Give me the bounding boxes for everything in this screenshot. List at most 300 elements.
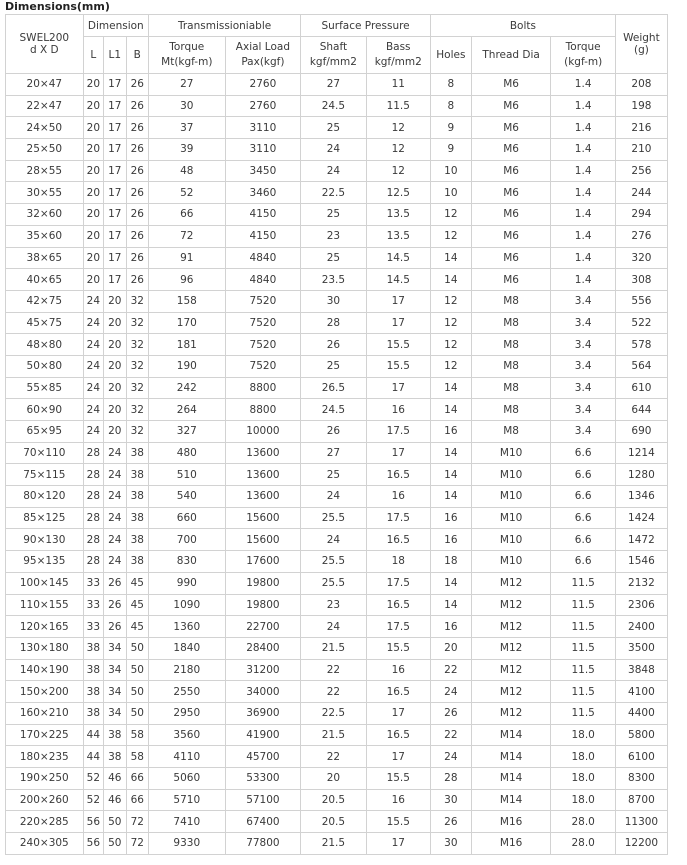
bass-pressure-cell: 17 bbox=[366, 442, 430, 464]
bolt-torque-cell: 6.6 bbox=[551, 442, 615, 464]
l-cell: 24 bbox=[83, 399, 103, 421]
l1-cell: 17 bbox=[104, 160, 126, 182]
holes-cell: 12 bbox=[430, 225, 471, 247]
b-cell: 26 bbox=[126, 117, 148, 139]
bolt-torque-cell: 18.0 bbox=[551, 768, 615, 790]
l1-cell: 26 bbox=[104, 616, 126, 638]
table-row bbox=[6, 551, 668, 573]
model-cell: 80×120 bbox=[6, 486, 84, 508]
bass-pressure-cell: 15.5 bbox=[366, 355, 430, 377]
bass-pressure-cell: 11.5 bbox=[366, 95, 430, 117]
torque-cell: 37 bbox=[148, 117, 225, 139]
axial-header-line2: Pax(kgf) bbox=[241, 56, 285, 68]
model-cell: 50×80 bbox=[6, 355, 84, 377]
bolt-torque-cell: 1.4 bbox=[551, 182, 615, 204]
weight-cell: 522 bbox=[615, 312, 667, 334]
weight-cell: 276 bbox=[615, 225, 667, 247]
holes-cell: 9 bbox=[430, 117, 471, 139]
bass-pressure-cell: 16.5 bbox=[366, 529, 430, 551]
thread-dia-cell: M6 bbox=[471, 139, 551, 161]
torque-cell: 9330 bbox=[148, 833, 225, 855]
axial-load-cell: 2760 bbox=[225, 74, 301, 96]
thread-dia-cell: M12 bbox=[471, 594, 551, 616]
bass-pressure-cell: 12.5 bbox=[366, 182, 430, 204]
weight-cell: 578 bbox=[615, 334, 667, 356]
b-cell: 26 bbox=[126, 74, 148, 96]
l-cell: 28 bbox=[83, 486, 103, 508]
bass-pressure-cell: 17 bbox=[366, 377, 430, 399]
model-cell: 180×235 bbox=[6, 746, 84, 768]
b-cell: 26 bbox=[126, 182, 148, 204]
weight-cell: 5800 bbox=[615, 724, 667, 746]
b-cell: 32 bbox=[126, 355, 148, 377]
torque-cell: 30 bbox=[148, 95, 225, 117]
thread-dia-cell: M14 bbox=[471, 789, 551, 811]
torque-cell: 7410 bbox=[148, 811, 225, 833]
axial-load-cell: 31200 bbox=[225, 659, 301, 681]
bass-pressure-cell: 16 bbox=[366, 399, 430, 421]
bass-pressure-cell: 12 bbox=[366, 139, 430, 161]
bolt-torque-cell: 3.4 bbox=[551, 355, 615, 377]
torque-cell: 3560 bbox=[148, 724, 225, 746]
table-row bbox=[6, 225, 668, 247]
l1-cell: 20 bbox=[104, 355, 126, 377]
table-row bbox=[6, 377, 668, 399]
l1-cell: 17 bbox=[104, 225, 126, 247]
holes-cell: 26 bbox=[430, 811, 471, 833]
thread-dia-cell: M6 bbox=[471, 74, 551, 96]
table-row bbox=[6, 768, 668, 790]
l-cell: 33 bbox=[83, 572, 103, 594]
torque-cell: 990 bbox=[148, 572, 225, 594]
thread-dia-cell: M6 bbox=[471, 225, 551, 247]
holes-cell: 14 bbox=[430, 572, 471, 594]
weight-cell: 3848 bbox=[615, 659, 667, 681]
transmissible-header: Transmissioniable bbox=[148, 15, 300, 37]
holes-cell: 12 bbox=[430, 334, 471, 356]
torque-header bbox=[148, 37, 225, 74]
b-cell: 38 bbox=[126, 486, 148, 508]
b-cell: 26 bbox=[126, 225, 148, 247]
axial-load-cell: 22700 bbox=[225, 616, 301, 638]
model-cell: 75×115 bbox=[6, 464, 84, 486]
bolts-header: Bolts bbox=[430, 15, 615, 37]
l1-cell: 34 bbox=[104, 681, 126, 703]
bass-pressure-cell: 16 bbox=[366, 659, 430, 681]
weight-cell: 556 bbox=[615, 290, 667, 312]
axial-load-cell: 3450 bbox=[225, 160, 301, 182]
l1-cell: 20 bbox=[104, 421, 126, 443]
holes-cell: 16 bbox=[430, 421, 471, 443]
shaft-pressure-cell: 24.5 bbox=[301, 399, 366, 421]
table-row bbox=[6, 637, 668, 659]
bass-pressure-cell: 16.5 bbox=[366, 724, 430, 746]
b-cell: 58 bbox=[126, 724, 148, 746]
thread-dia-cell: M14 bbox=[471, 768, 551, 790]
torque-cell: 830 bbox=[148, 551, 225, 573]
holes-cell: 9 bbox=[430, 139, 471, 161]
b-cell: 50 bbox=[126, 702, 148, 724]
holes-cell: 10 bbox=[430, 182, 471, 204]
thread-dia-cell: M12 bbox=[471, 616, 551, 638]
table-row bbox=[6, 421, 668, 443]
page-title: Dimensions(mm) bbox=[5, 0, 110, 13]
weight-cell: 308 bbox=[615, 269, 667, 291]
l1-cell: 24 bbox=[104, 486, 126, 508]
b-cell: 38 bbox=[126, 551, 148, 573]
thread-dia-cell: M10 bbox=[471, 507, 551, 529]
thread-dia-cell: M14 bbox=[471, 746, 551, 768]
l-cell: 28 bbox=[83, 464, 103, 486]
torque-cell: 91 bbox=[148, 247, 225, 269]
shaft-pressure-cell: 20.5 bbox=[301, 811, 366, 833]
holes-cell: 30 bbox=[430, 789, 471, 811]
header-row-groups bbox=[6, 15, 668, 37]
weight-cell: 198 bbox=[615, 95, 667, 117]
holes-cell: 14 bbox=[430, 247, 471, 269]
table-body bbox=[6, 74, 668, 855]
l1-cell: 17 bbox=[104, 269, 126, 291]
b-cell: 32 bbox=[126, 312, 148, 334]
axial-load-cell: 19800 bbox=[225, 594, 301, 616]
l-cell: 38 bbox=[83, 702, 103, 724]
shaft-pressure-cell: 25 bbox=[301, 204, 366, 226]
axial-load-cell: 10000 bbox=[225, 421, 301, 443]
l1-cell: 17 bbox=[104, 204, 126, 226]
axial-load-cell: 7520 bbox=[225, 290, 301, 312]
b-cell: 32 bbox=[126, 290, 148, 312]
axial-load-cell: 13600 bbox=[225, 442, 301, 464]
holes-cell: 18 bbox=[430, 551, 471, 573]
model-cell: 55×85 bbox=[6, 377, 84, 399]
model-cell: 160×210 bbox=[6, 702, 84, 724]
holes-cell: 20 bbox=[430, 637, 471, 659]
axial-load-cell: 28400 bbox=[225, 637, 301, 659]
b-cell: 32 bbox=[126, 334, 148, 356]
bass-pressure-cell: 17.5 bbox=[366, 507, 430, 529]
bolt-torque-cell: 11.5 bbox=[551, 702, 615, 724]
bolt-torque-cell: 3.4 bbox=[551, 399, 615, 421]
b-cell: 38 bbox=[126, 442, 148, 464]
torque-cell: 72 bbox=[148, 225, 225, 247]
thread-dia-cell: M16 bbox=[471, 833, 551, 855]
torque-cell: 1360 bbox=[148, 616, 225, 638]
thread-dia-cell: M10 bbox=[471, 551, 551, 573]
weight-cell: 1546 bbox=[615, 551, 667, 573]
l-cell: 33 bbox=[83, 616, 103, 638]
shaft-pressure-cell: 24 bbox=[301, 160, 366, 182]
l-cell: 28 bbox=[83, 442, 103, 464]
l-cell: 24 bbox=[83, 334, 103, 356]
shaft-pressure-cell: 26 bbox=[301, 334, 366, 356]
shaft-pressure-cell: 27 bbox=[301, 442, 366, 464]
shaft-pressure-cell: 27 bbox=[301, 74, 366, 96]
axial-load-cell: 57100 bbox=[225, 789, 301, 811]
bolt-torque-cell: 3.4 bbox=[551, 312, 615, 334]
bass-header bbox=[366, 37, 430, 74]
b-cell: 50 bbox=[126, 681, 148, 703]
torque-cell: 700 bbox=[148, 529, 225, 551]
holes-cell: 14 bbox=[430, 269, 471, 291]
shaft-pressure-cell: 22 bbox=[301, 746, 366, 768]
bass-pressure-cell: 17.5 bbox=[366, 616, 430, 638]
holes-cell: 24 bbox=[430, 681, 471, 703]
weight-header-line1: Weight bbox=[623, 32, 660, 44]
axial-load-cell: 67400 bbox=[225, 811, 301, 833]
torque-header-line2: Mt(kgf-m) bbox=[161, 56, 213, 68]
weight-cell: 2306 bbox=[615, 594, 667, 616]
bolt-torque-cell: 11.5 bbox=[551, 572, 615, 594]
thread-dia-cell: M8 bbox=[471, 290, 551, 312]
l1-cell: 34 bbox=[104, 702, 126, 724]
l1-cell: 20 bbox=[104, 377, 126, 399]
l-cell: 20 bbox=[83, 160, 103, 182]
axial-load-cell: 3110 bbox=[225, 117, 301, 139]
bass-pressure-cell: 12 bbox=[366, 117, 430, 139]
model-cell: 100×145 bbox=[6, 572, 84, 594]
torque-cell: 158 bbox=[148, 290, 225, 312]
torque-cell: 2550 bbox=[148, 681, 225, 703]
b-cell: 26 bbox=[126, 247, 148, 269]
thread-dia-cell: M6 bbox=[471, 182, 551, 204]
thread-dia-cell: M6 bbox=[471, 247, 551, 269]
torque-cell: 540 bbox=[148, 486, 225, 508]
bass-pressure-cell: 17.5 bbox=[366, 421, 430, 443]
axial-load-cell: 3110 bbox=[225, 139, 301, 161]
l1-cell: 24 bbox=[104, 507, 126, 529]
weight-cell: 4400 bbox=[615, 702, 667, 724]
thread-dia-cell: M6 bbox=[471, 269, 551, 291]
bass-pressure-cell: 14.5 bbox=[366, 247, 430, 269]
l1-cell: 20 bbox=[104, 334, 126, 356]
l1-cell: 50 bbox=[104, 833, 126, 855]
bolt-torque-cell: 1.4 bbox=[551, 225, 615, 247]
model-header bbox=[6, 15, 84, 74]
holes-cell: 12 bbox=[430, 290, 471, 312]
b-cell: 38 bbox=[126, 529, 148, 551]
model-cell: 70×110 bbox=[6, 442, 84, 464]
axial-load-cell: 15600 bbox=[225, 529, 301, 551]
dimension-header: Dimension bbox=[83, 15, 148, 37]
weight-cell: 564 bbox=[615, 355, 667, 377]
shaft-pressure-cell: 23 bbox=[301, 594, 366, 616]
bolt-torque-cell: 28.0 bbox=[551, 833, 615, 855]
table-row bbox=[6, 117, 668, 139]
weight-cell: 610 bbox=[615, 377, 667, 399]
l-cell: 52 bbox=[83, 768, 103, 790]
model-cell: 85×125 bbox=[6, 507, 84, 529]
model-cell: 90×130 bbox=[6, 529, 84, 551]
holes-cell: 10 bbox=[430, 160, 471, 182]
thread-dia-cell: M12 bbox=[471, 637, 551, 659]
b-cell: 50 bbox=[126, 637, 148, 659]
thread-dia-cell: M12 bbox=[471, 702, 551, 724]
bass-pressure-cell: 17 bbox=[366, 833, 430, 855]
holes-cell: 14 bbox=[430, 486, 471, 508]
bolt-torque-cell: 3.4 bbox=[551, 290, 615, 312]
l-cell: 56 bbox=[83, 833, 103, 855]
bolt-torque-cell: 18.0 bbox=[551, 746, 615, 768]
l-cell: 20 bbox=[83, 182, 103, 204]
holes-cell: 12 bbox=[430, 204, 471, 226]
bolt-torque-cell: 6.6 bbox=[551, 464, 615, 486]
torque-header-line1: Torque bbox=[169, 41, 205, 53]
torque-cell: 5060 bbox=[148, 768, 225, 790]
bass-pressure-cell: 14.5 bbox=[366, 269, 430, 291]
bolt-torque-cell: 1.4 bbox=[551, 247, 615, 269]
bolt-torque-cell: 6.6 bbox=[551, 529, 615, 551]
l-cell: 28 bbox=[83, 551, 103, 573]
l1-cell: 34 bbox=[104, 637, 126, 659]
l-header: L bbox=[83, 37, 103, 74]
shaft-pressure-cell: 22.5 bbox=[301, 702, 366, 724]
l1-cell: 24 bbox=[104, 442, 126, 464]
torque-cell: 190 bbox=[148, 355, 225, 377]
model-cell: 28×55 bbox=[6, 160, 84, 182]
bolt-torque-cell: 1.4 bbox=[551, 269, 615, 291]
l-cell: 33 bbox=[83, 594, 103, 616]
model-cell: 42×75 bbox=[6, 290, 84, 312]
table-row bbox=[6, 616, 668, 638]
shaft-pressure-cell: 20 bbox=[301, 768, 366, 790]
thread-dia-cell: M12 bbox=[471, 659, 551, 681]
bass-pressure-cell: 16 bbox=[366, 486, 430, 508]
torque-cell: 242 bbox=[148, 377, 225, 399]
b-cell: 32 bbox=[126, 421, 148, 443]
axial-load-cell: 41900 bbox=[225, 724, 301, 746]
bolt-torque-cell: 1.4 bbox=[551, 95, 615, 117]
table-row bbox=[6, 399, 668, 421]
bass-pressure-cell: 13.5 bbox=[366, 225, 430, 247]
weight-cell: 1214 bbox=[615, 442, 667, 464]
axial-load-cell: 3460 bbox=[225, 182, 301, 204]
b-header: B bbox=[126, 37, 148, 74]
shaft-pressure-cell: 25.5 bbox=[301, 507, 366, 529]
b-cell: 66 bbox=[126, 789, 148, 811]
holes-cell: 8 bbox=[430, 95, 471, 117]
model-cell: 48×80 bbox=[6, 334, 84, 356]
weight-header bbox=[615, 15, 667, 74]
model-cell: 38×65 bbox=[6, 247, 84, 269]
axial-load-cell: 4840 bbox=[225, 269, 301, 291]
axial-load-cell: 4840 bbox=[225, 247, 301, 269]
weight-cell: 690 bbox=[615, 421, 667, 443]
b-cell: 72 bbox=[126, 811, 148, 833]
axial-load-cell: 53300 bbox=[225, 768, 301, 790]
model-cell: 240×305 bbox=[6, 833, 84, 855]
l-cell: 38 bbox=[83, 681, 103, 703]
weight-cell: 294 bbox=[615, 204, 667, 226]
l-cell: 44 bbox=[83, 746, 103, 768]
table-row bbox=[6, 724, 668, 746]
l-cell: 28 bbox=[83, 529, 103, 551]
thread-dia-cell: M8 bbox=[471, 312, 551, 334]
axial-load-cell: 34000 bbox=[225, 681, 301, 703]
shaft-pressure-cell: 22 bbox=[301, 681, 366, 703]
torque-cell: 27 bbox=[148, 74, 225, 96]
model-cell: 140×190 bbox=[6, 659, 84, 681]
b-cell: 26 bbox=[126, 204, 148, 226]
model-header-line1: SWEL200 bbox=[19, 32, 70, 44]
weight-cell: 2132 bbox=[615, 572, 667, 594]
b-cell: 32 bbox=[126, 399, 148, 421]
bass-pressure-cell: 18 bbox=[366, 551, 430, 573]
model-cell: 110×155 bbox=[6, 594, 84, 616]
holes-cell: 12 bbox=[430, 312, 471, 334]
axial-load-cell: 77800 bbox=[225, 833, 301, 855]
axial-load-cell: 17600 bbox=[225, 551, 301, 573]
holes-cell: 22 bbox=[430, 724, 471, 746]
model-header-line2: d X D bbox=[30, 44, 59, 56]
holes-cell: 30 bbox=[430, 833, 471, 855]
table-row bbox=[6, 139, 668, 161]
weight-cell: 6100 bbox=[615, 746, 667, 768]
thread-dia-cell: M8 bbox=[471, 377, 551, 399]
bass-pressure-cell: 17 bbox=[366, 746, 430, 768]
thread-dia-cell: M6 bbox=[471, 95, 551, 117]
axial-load-cell: 8800 bbox=[225, 399, 301, 421]
table-row bbox=[6, 290, 668, 312]
model-cell: 35×60 bbox=[6, 225, 84, 247]
shaft-pressure-cell: 24 bbox=[301, 529, 366, 551]
weight-cell: 8300 bbox=[615, 768, 667, 790]
bass-pressure-cell: 16.5 bbox=[366, 594, 430, 616]
table-row bbox=[6, 659, 668, 681]
l-cell: 20 bbox=[83, 225, 103, 247]
model-cell: 95×135 bbox=[6, 551, 84, 573]
torque-cell: 2950 bbox=[148, 702, 225, 724]
shaft-pressure-cell: 23 bbox=[301, 225, 366, 247]
thread-dia-header: Thread Dia bbox=[471, 37, 551, 74]
bass-pressure-cell: 15.5 bbox=[366, 637, 430, 659]
bolt-torque-cell: 18.0 bbox=[551, 724, 615, 746]
l1-cell: 38 bbox=[104, 724, 126, 746]
table-row bbox=[6, 160, 668, 182]
table-row bbox=[6, 247, 668, 269]
holes-cell: 14 bbox=[430, 377, 471, 399]
l-cell: 52 bbox=[83, 789, 103, 811]
bolt-torque-cell: 3.4 bbox=[551, 377, 615, 399]
shaft-pressure-cell: 24 bbox=[301, 486, 366, 508]
l1-cell: 34 bbox=[104, 659, 126, 681]
table-row bbox=[6, 74, 668, 96]
holes-cell: 14 bbox=[430, 464, 471, 486]
shaft-pressure-cell: 22 bbox=[301, 659, 366, 681]
shaft-pressure-cell: 21.5 bbox=[301, 833, 366, 855]
weight-cell: 4100 bbox=[615, 681, 667, 703]
weight-cell: 3500 bbox=[615, 637, 667, 659]
bolt-torque-cell: 11.5 bbox=[551, 681, 615, 703]
b-cell: 26 bbox=[126, 139, 148, 161]
table-row bbox=[6, 204, 668, 226]
axial-load-cell: 13600 bbox=[225, 486, 301, 508]
thread-dia-cell: M12 bbox=[471, 681, 551, 703]
l1-cell: 17 bbox=[104, 247, 126, 269]
torque-cell: 39 bbox=[148, 139, 225, 161]
shaft-header-line2: kgf/mm2 bbox=[309, 56, 357, 68]
thread-dia-cell: M8 bbox=[471, 334, 551, 356]
l-cell: 56 bbox=[83, 811, 103, 833]
bolt-torque-cell: 11.5 bbox=[551, 659, 615, 681]
weight-cell: 256 bbox=[615, 160, 667, 182]
table-row bbox=[6, 811, 668, 833]
model-cell: 45×75 bbox=[6, 312, 84, 334]
b-cell: 72 bbox=[126, 833, 148, 855]
bass-pressure-cell: 17 bbox=[366, 312, 430, 334]
b-cell: 45 bbox=[126, 594, 148, 616]
axial-load-header bbox=[225, 37, 301, 74]
l-cell: 38 bbox=[83, 637, 103, 659]
